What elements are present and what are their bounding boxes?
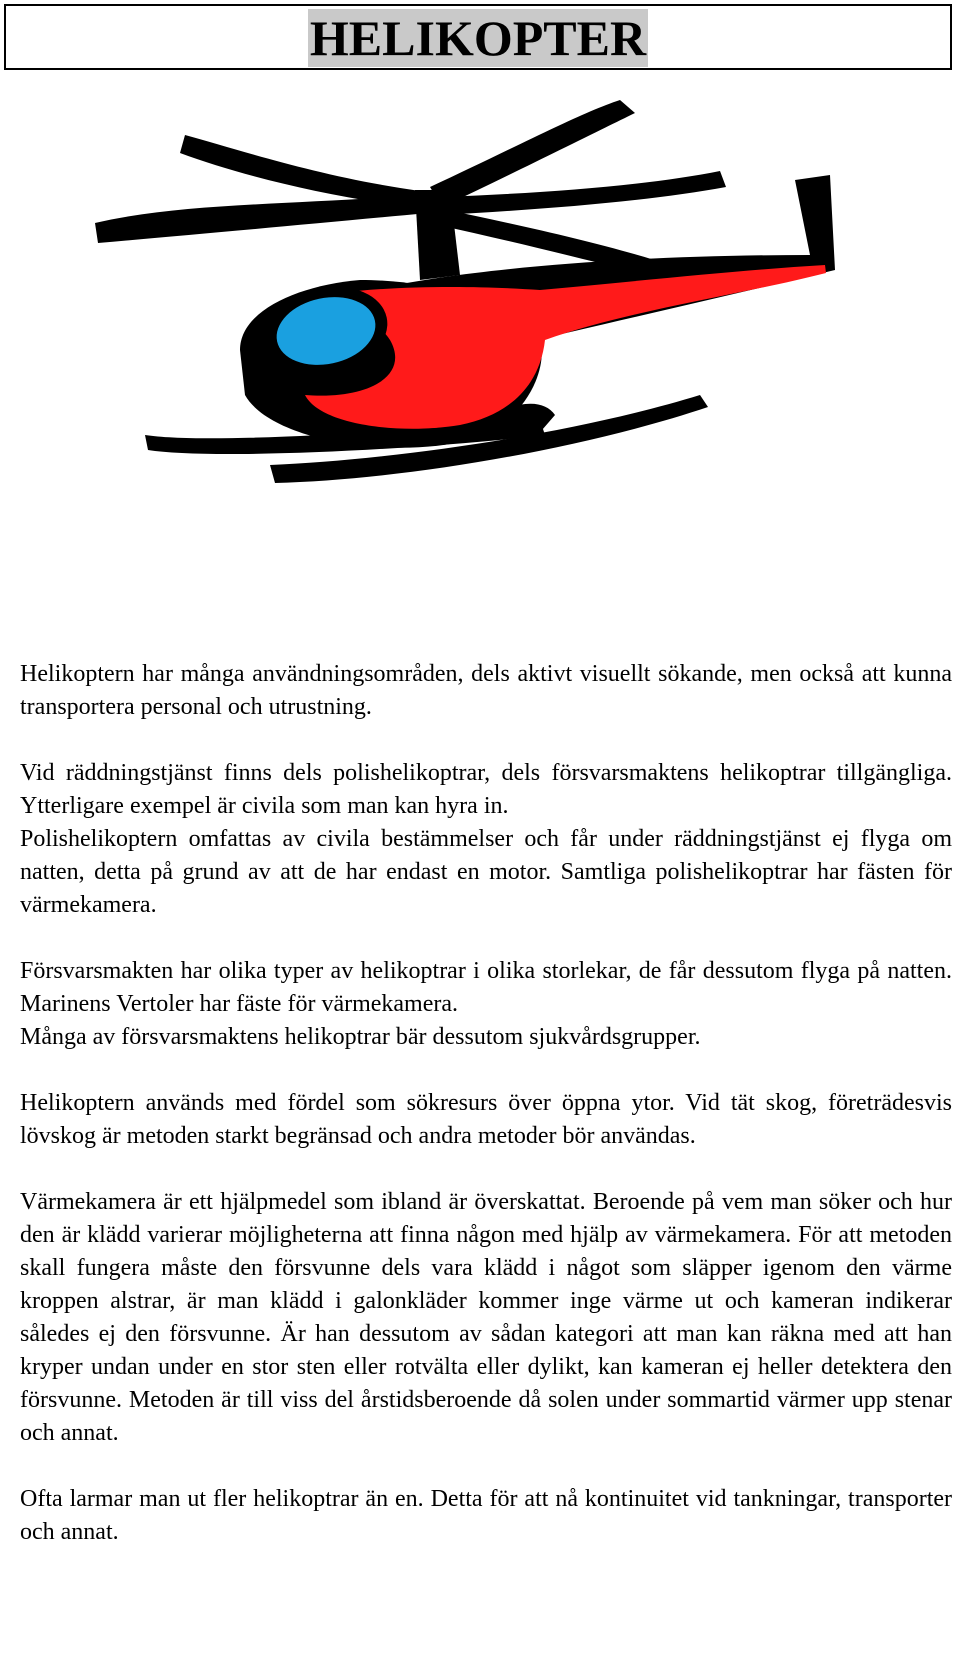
paragraph-8: Ofta larmar man ut fler helikoptrar än en. Detta för att nå kontinuitet vid tankningar, transporter och annat. <box>20 1486 952 1545</box>
paragraph-5: Många av försvarsmaktens helikoptrar bär dessutom sjukvårdsgrupper. <box>20 1024 701 1050</box>
page-title: HELIKOPTER <box>309 10 647 66</box>
paragraph-4: Försvarsmakten har olika typer av helikoptrar i olika storlekar, de får dessutom flyga på natten. Marinens Vertoler har fäste för värmekamera. <box>20 958 952 1017</box>
title-box <box>4 4 952 70</box>
paragraph-1: Helikoptern har många användningsområden, dels aktivt visuellt sökande, men också att kunna transportera personal och utrustning. <box>20 661 952 720</box>
paragraph-6: Helikoptern används med fördel som sökresurs över öppna ytor. Vid tät skog, företrädesvis lövskog är metoden starkt begränsad och andra metoder bör användas. <box>20 1090 952 1149</box>
paragraph-3: Polishelikoptern omfattas av civila bestämmelser och får under räddningstjänst ej flyga om natten, detta på grund av att de har endast en motor. Samtliga polishelikoptrar har fästen för värmekamera. <box>20 826 952 918</box>
paragraph-2: Vid räddningstjänst finns dels polishelikoptrar, dels försvarsmaktens helikoptrar tillgängliga. Ytterligare exempel är civila som man kan hyra in. <box>20 760 952 819</box>
rotor-blades <box>95 100 726 279</box>
body-text <box>20 658 952 1549</box>
helicopter-illustration <box>90 95 890 525</box>
paragraph-7: Värmekamera är ett hjälpmedel som ibland är överskattat. Beroende på vem man söker och hur den är klädd varierar möjligheterna att finna någon med hjälp av värmekamera. För att metoden skall fungera måste den försvunne dels vara klädd i något som släpper igenom den värme kroppen alstrar, är man klädd i galonkläder kommer inge värme ut och kameran indikerar således ej den försvunne. Är han dessutom av sådan kategori att man kan räkna med att han kryper undan under en stor sten eller rotvälta eller dylikt, kan kameran ej heller detektera den försvunne. Metoden är till viss del årstidsberoende då solen under sommartid värmer upp stenar och annat. <box>20 1189 952 1446</box>
